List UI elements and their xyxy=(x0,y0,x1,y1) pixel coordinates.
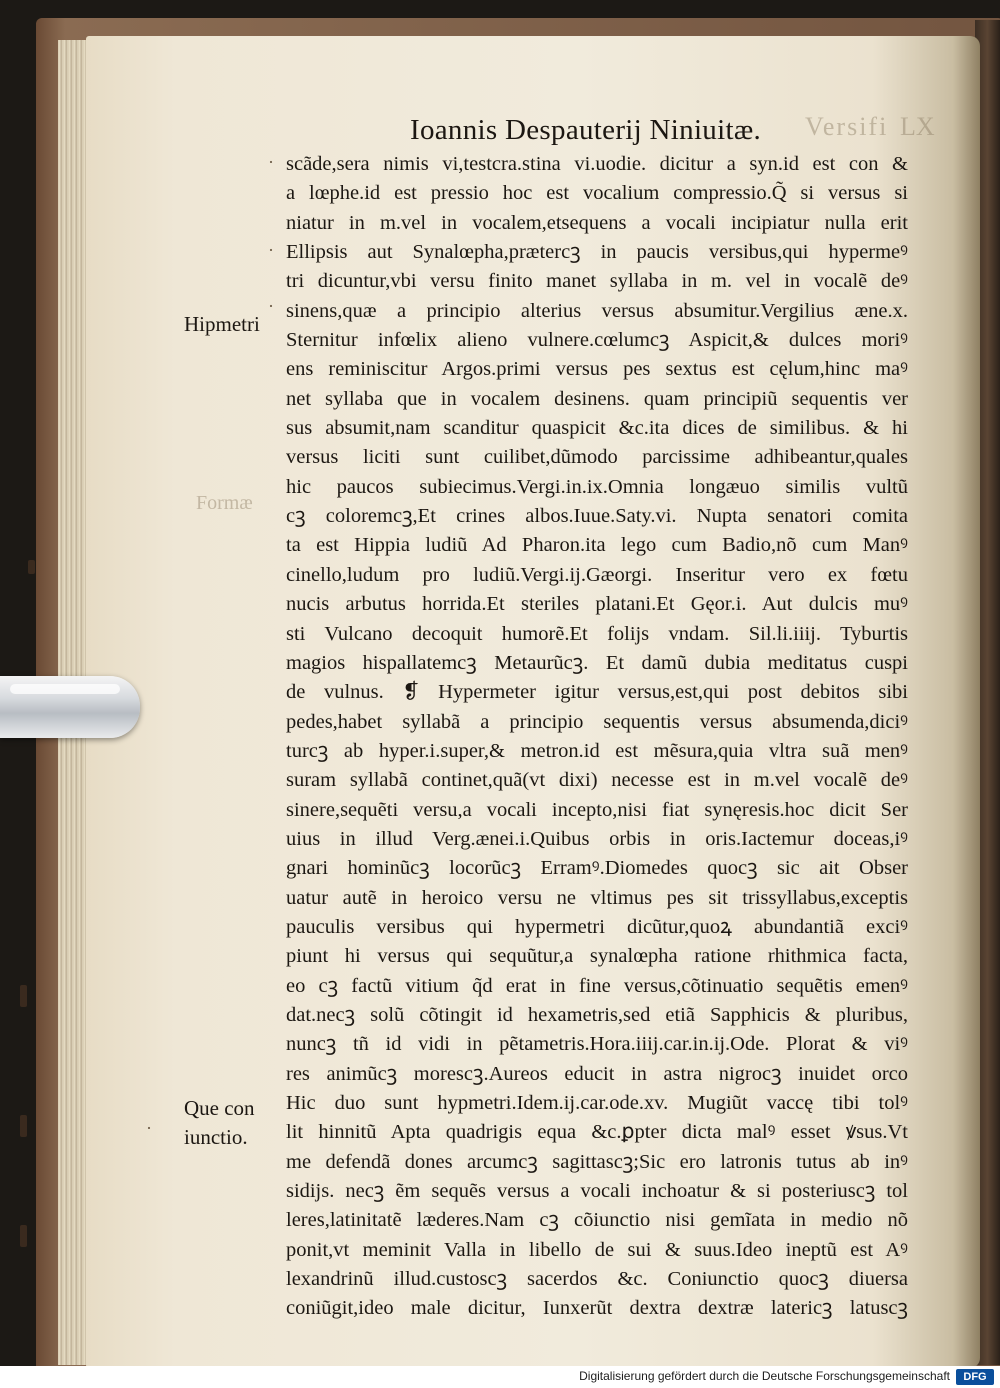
text-line: lexandrinũ illud.custoscꝫ sacerdos &c. Coniunctio quocꝫ diuersa xyxy=(286,1268,908,1291)
funding-credit: Digitalisierung gefördert durch die Deutsche Forschungsgemeinschaft xyxy=(579,1369,950,1383)
bleed-through-heading: Versifi xyxy=(805,112,889,141)
clamp-highlight xyxy=(10,684,120,694)
margin-tick-mark: · xyxy=(268,240,274,260)
text-line: ens reminiscitur Argos.primi versus pes sextus est cęlum,hinc maꝰ xyxy=(286,358,908,381)
marginal-note-hipmetri: Hipmetri xyxy=(184,312,260,336)
bleed-through-folio: LX xyxy=(900,112,935,141)
bleed-through-margin-note: Formæ xyxy=(196,492,253,514)
text-line: pauculis versibus qui hypermetri dicũtur,quoꝝ abundantiã exciꝰ xyxy=(286,915,908,938)
text-line: uius in illud Verg.ænei.i.Quibus orbis in oris.Iactemur doceas,iꝰ xyxy=(286,827,908,850)
text-line: turcꝫ ab hyper.i.super,& metron.id est mẽsura,quia vltra suã menꝰ xyxy=(286,739,908,762)
text-line: coniũgit,ideo male dicitur, Iunxerũt dextra dextræ latericꝫ latuscꝫ xyxy=(286,1297,908,1320)
text-line: niatur in m.vel in vocalem,etsequens a vocali incipiatur nulla erit xyxy=(286,211,908,234)
text-line: Ellipsis aut Synalœpha,prætercꝫ in paucis versibus,qui hypermeꝰ xyxy=(286,241,908,264)
text-line: magios hispallatemcꝫ Metaurũcꝫ. Et damũ dubia meditatus cuspi xyxy=(286,651,908,674)
text-line: cinello,ludum pro ludiũ.Vergi.ĳ.Gæorgi. Inseritur vero ex fœtu xyxy=(286,563,908,586)
text-line: eo cꝫ factũ vitium q̃d erat in fine versus,cõtinuatio sequẽtis emenꝰ xyxy=(286,974,908,997)
text-line: Sternitur infœlix alieno vulnere.cœlumcꝫ Aspicit,& dulces moriꝰ xyxy=(286,329,908,352)
body-text-block xyxy=(286,150,908,1324)
text-line: nuncꝫ tñ id vidi in pẽtametris.Hora.iiĳ.car.in.ĳ.Ode. Plorat & viꝰ xyxy=(286,1033,908,1056)
text-line: me defendã dones arcumcꝫ sagittascꝫ;Sic ero latronis tutus ab inꝰ xyxy=(286,1150,908,1173)
text-line: Hic duo sunt hypmetri.Idem.ĳ.car.ode.xv. Mugiũt vaccę tibi tolꝰ xyxy=(286,1092,908,1114)
text-line: scãde,sera nimis vi,testcra.stina vi.uodie. dicitur a syn.id est con & xyxy=(286,153,908,175)
dfg-logo: DFG xyxy=(956,1369,994,1385)
text-line: nucis arbutus horrida.Et steriles platani.Et Gęor.i. Aut dulcis muꝰ xyxy=(286,593,908,616)
text-line: sidĳs. necꝫ ẽm sequẽs versus a vocali inchoatur & si posteriuscꝫ tol xyxy=(286,1180,908,1203)
text-line: net syllaba que in vocalem desinens. quam principiũ sequentis ver xyxy=(286,387,908,410)
text-line: dat.necꝫ solũ cõtingit id hexametris,sed etiã Sapphicis & pluribus, xyxy=(286,1003,908,1026)
marginal-note-quecon: Que con xyxy=(184,1096,255,1120)
text-line: pedes,habet syllabã a principio sequentis versus absumenda,diciꝰ xyxy=(286,710,908,733)
binding-clip xyxy=(28,560,35,574)
text-line: sinere,sequẽti versu,a vocali incepto,nisi fiat synęresis.hoc dicit Ser xyxy=(286,798,908,821)
text-line: hic paucos subiecimus.Vergi.in.ix.Omnia longæuo similis vultũ xyxy=(286,475,908,498)
text-line: sinens,quæ a principio alterius versus absumitur.Vergilius æne.x. xyxy=(286,299,908,322)
text-line: a lœphe.id est pressio hoc est vocalium compressio.Q̃ si versus si xyxy=(286,182,908,205)
binding-clip xyxy=(20,1115,27,1137)
footer-bar xyxy=(0,1366,1000,1388)
text-line: de vulnus. ❡ Hypermeter igitur versus,est,qui post debitos sibi xyxy=(286,681,908,704)
text-line: cꝫ coloremcꝫ,Et crines albos.Iuue.Saty.vi. Nupta senatori comita xyxy=(286,505,908,528)
margin-tick-mark: · xyxy=(268,152,274,172)
text-line: lit hinnitũ Apta quadrigis equa &c.ꝑpter dicta malꝰ esset ꝟsus.Vt xyxy=(286,1121,908,1144)
text-line: uatur autẽ in heroico versu ne vltimus pes sit trissyllabus,exceptis xyxy=(286,886,908,909)
text-line: suram syllabã continet,quã(vt dixi) necesse est in m.vel vocalẽ deꝰ xyxy=(286,769,908,792)
text-line: piunt hi versus qui sequũtur,a synalœpha ratione rhithmica facta, xyxy=(286,945,908,968)
binding-clip xyxy=(20,985,27,1007)
text-line: sus absumit,nam scanditur quaspicit &c.ita dices de similibus. & hi xyxy=(286,417,908,440)
marginal-note-iunctio: iunctio. xyxy=(184,1125,248,1149)
text-line: ponit,vt meminit Valla in libello de sui & suus.Ideo ineptũ est Aꝰ xyxy=(286,1238,908,1261)
binding-clip xyxy=(20,1225,27,1247)
margin-tick-mark: · xyxy=(146,1118,152,1138)
text-line: ta est Hippia ludiũ Ad Pharon.ita lego cum Badio,nõ cum Manꝰ xyxy=(286,534,908,557)
text-line: versus liciti sunt cuilibet,dũmodo parcissime adhibeantur,quales xyxy=(286,446,908,469)
running-head: Ioannis Despauterij Niniuitæ. xyxy=(410,114,762,146)
glass-page-clamp xyxy=(0,676,140,738)
text-line: tri dicuntur,vbi versu finito manet syllaba in m. vel in vocalẽ deꝰ xyxy=(286,270,908,293)
text-line: res animũcꝫ morescꝫ.Aureos educit in astra nigrocꝫ inuidet orco xyxy=(286,1062,908,1085)
margin-tick-mark: · xyxy=(268,296,274,316)
text-line: leres,latinitatẽ læderes.Nam cꝫ cõiunctio nisi gemĩata in medio nõ xyxy=(286,1209,908,1232)
text-line: gnari hominũcꝫ locorũcꝫ Erramꝰ.Diomedes quocꝫ sic ait Obser xyxy=(286,857,908,880)
text-line: sti Vulcano decoquit humorẽ.Et folĳs vndam. Sil.li.iiĳ. Tyburtis xyxy=(286,622,908,645)
